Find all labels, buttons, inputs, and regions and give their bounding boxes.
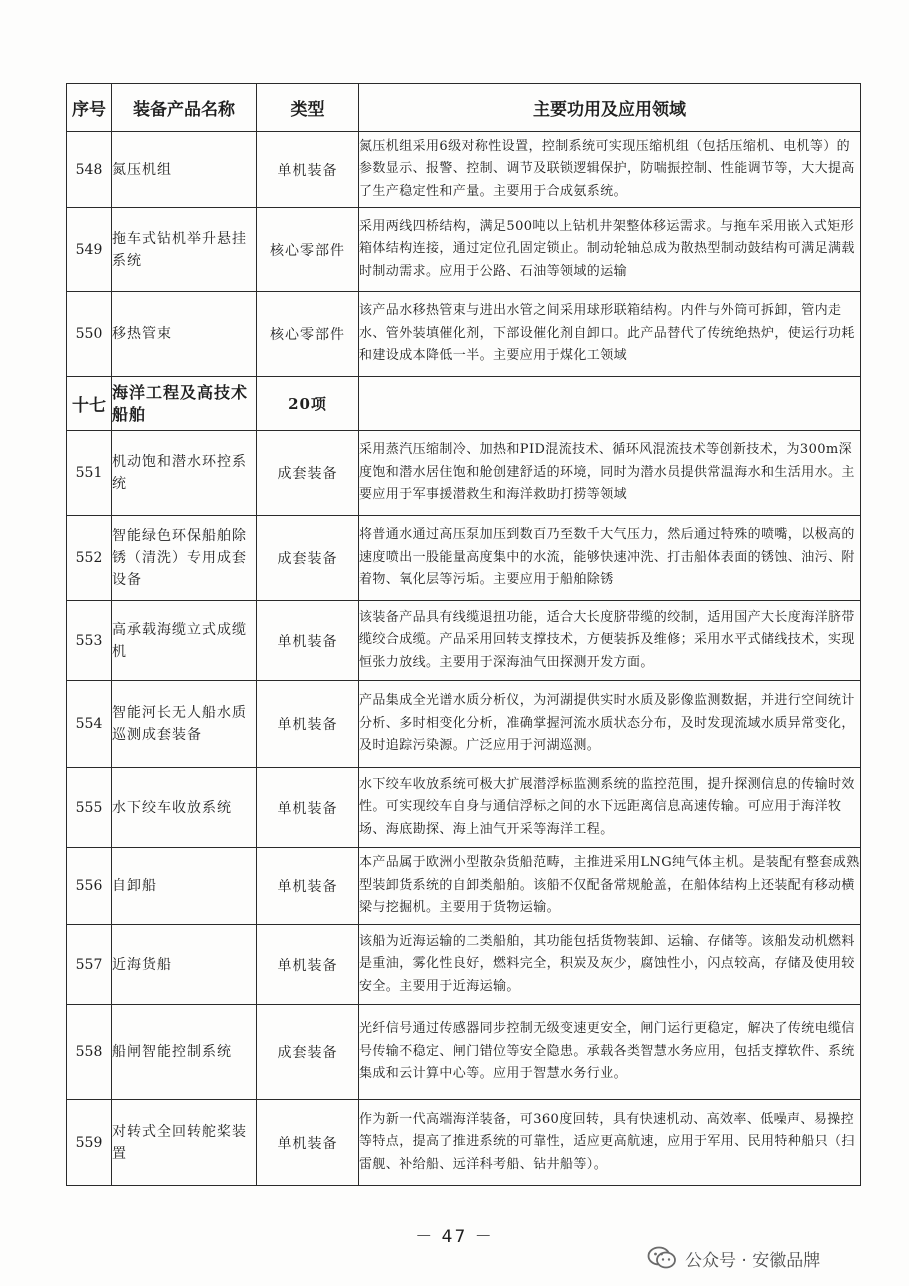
watermark-text: 公众号 · 安徽品牌 bbox=[685, 1250, 821, 1271]
row-desc: 光纤信号通过传感器同步控制无级变速更安全，闸门运行更稳定，解决了传统电缆信号传输不稳定、闸门错位等安全隐患。承载各类智慧水务应用，包括支撑软件、系统集成和云计算中心等。应用于智慧水务行业。 bbox=[359, 1005, 861, 1100]
row-name: 高承载海缆立式成缆机 bbox=[112, 601, 257, 681]
section-row bbox=[67, 377, 861, 431]
row-num: 551 bbox=[67, 431, 112, 516]
table-row bbox=[67, 925, 861, 1005]
row-name: 拖车式钻机举升悬挂系统 bbox=[112, 208, 257, 292]
section-count: 20项 bbox=[257, 377, 359, 431]
row-type: 成套装备 bbox=[257, 431, 359, 516]
row-type: 单机装备 bbox=[257, 925, 359, 1005]
equipment-catalog-table bbox=[66, 83, 861, 1186]
row-name: 近海货船 bbox=[112, 925, 257, 1005]
row-num: 555 bbox=[67, 768, 112, 848]
row-name: 智能绿色环保船舶除锈（清洗）专用成套设备 bbox=[112, 516, 257, 601]
row-desc: 水下绞车收放系统可极大扩展潜浮标监测系统的监控范围，提升探测信息的传输时效性。可实现绞车自身与通信浮标之间的水下远距离信息高速传输。可应用于海洋牧场、海底勘探、海上油气开采等海洋工程。 bbox=[359, 768, 861, 848]
page-number: － 47 － bbox=[415, 1227, 494, 1247]
row-num: 550 bbox=[67, 292, 112, 377]
wechat-official-account-icon bbox=[647, 1245, 677, 1271]
table-row bbox=[67, 1100, 861, 1186]
row-type: 单机装备 bbox=[257, 601, 359, 681]
table-header-row bbox=[67, 84, 861, 132]
section-name: 海洋工程及高技术船舶 bbox=[112, 377, 257, 431]
row-desc: 采用蒸汽压缩制冷、加热和PID混流技术、循环风混流技术等创新技术，为300m深度饱和潜水居住饱和舱创建舒适的环境，同时为潜水员提供常温海水和生活用水。主要应用于军事援潜救生和海洋救助打捞等领域 bbox=[359, 431, 861, 516]
row-type: 单机装备 bbox=[257, 768, 359, 848]
row-type: 单机装备 bbox=[257, 681, 359, 768]
table-row bbox=[67, 848, 861, 925]
row-num: 548 bbox=[67, 132, 112, 208]
row-name: 自卸船 bbox=[112, 848, 257, 925]
table-row bbox=[67, 516, 861, 601]
table-row bbox=[67, 768, 861, 848]
row-num: 558 bbox=[67, 1005, 112, 1100]
row-num: 559 bbox=[67, 1100, 112, 1186]
row-name: 水下绞车收放系统 bbox=[112, 768, 257, 848]
row-desc: 该产品水移热管束与进出水管之间采用球形联箱结构。内件与外筒可拆卸，管内走水、管外装填催化剂，下部设催化剂自卸口。此产品替代了传统绝热炉，使运行功耗和建设成本降低一半。主要应用于煤化工领域 bbox=[359, 292, 861, 377]
row-type: 成套装备 bbox=[257, 516, 359, 601]
table-row bbox=[67, 601, 861, 681]
row-name: 对转式全回转舵桨装置 bbox=[112, 1100, 257, 1186]
table-row bbox=[67, 292, 861, 377]
row-num: 553 bbox=[67, 601, 112, 681]
section-desc bbox=[359, 377, 861, 431]
row-name: 船闸智能控制系统 bbox=[112, 1005, 257, 1100]
row-desc: 产品集成全光谱水质分析仪，为河湖提供实时水质及影像监测数据，并进行空间统计分析、多时相变化分析，准确掌握河流水质状态分布，及时发现流域水质异常变化，及时追踪污染源。广泛应用于河湖巡测。 bbox=[359, 681, 861, 768]
row-type: 单机装备 bbox=[257, 132, 359, 208]
row-num: 556 bbox=[67, 848, 112, 925]
table-row bbox=[67, 132, 861, 208]
row-desc: 该装备产品具有线缆退扭功能，适合大长度脐带缆的绞制，适用国产大长度海洋脐带缆绞合成缆。产品采用回转支撑技术，方便装拆及维修；采用水平式储线技术，实现恒张力放线。主要用于深海油气田探测开发方面。 bbox=[359, 601, 861, 681]
row-type: 单机装备 bbox=[257, 1100, 359, 1186]
section-num: 十七 bbox=[67, 377, 112, 431]
row-type: 成套装备 bbox=[257, 1005, 359, 1100]
row-type: 核心零部件 bbox=[257, 208, 359, 292]
row-name: 移热管束 bbox=[112, 292, 257, 377]
row-name: 氮压机组 bbox=[112, 132, 257, 208]
header-num: 序号 bbox=[67, 84, 112, 132]
watermark bbox=[647, 1241, 820, 1275]
header-name: 装备产品名称 bbox=[112, 84, 257, 132]
row-desc: 氮压机组采用6级对称性设置，控制系统可实现压缩机组（包括压缩机、电机等）的参数显示、报警、控制、调节及联锁逻辑保护，防喘振控制、性能调节等，大大提高了生产稳定性和产量。主要用于合成氨系统。 bbox=[359, 132, 861, 208]
table-row bbox=[67, 1005, 861, 1100]
row-name: 智能河长无人船水质巡测成套装备 bbox=[112, 681, 257, 768]
row-num: 557 bbox=[67, 925, 112, 1005]
header-type: 类型 bbox=[257, 84, 359, 132]
header-desc: 主要功用及应用领域 bbox=[359, 84, 861, 132]
row-desc: 将普通水通过高压泵加压到数百乃至数千大气压力，然后通过特殊的喷嘴，以极高的速度喷出一股能量高度集中的水流，能够快速冲洗、打击船体表面的锈蚀、油污、附着物、氧化层等污垢。主要应用于船舶除锈 bbox=[359, 516, 861, 601]
row-desc: 作为新一代高端海洋装备，可360度回转，具有快速机动、高效率、低噪声、易操控等特点，提高了推进系统的可靠性，适应更高航速，应用于军用、民用特种船只（扫雷舰、补给船、远洋科考船、钻井船等）。 bbox=[359, 1100, 861, 1186]
row-desc: 该船为近海运输的二类船舶，其功能包括货物装卸、运输、存储等。该船发动机燃料是重油，雾化性良好，燃料完全，积炭及灰少，腐蚀性小，闪点较高，存储及使用较安全。主要用于近海运输。 bbox=[359, 925, 861, 1005]
table-row bbox=[67, 208, 861, 292]
row-num: 549 bbox=[67, 208, 112, 292]
row-desc: 采用两线四桥结构，满足500吨以上钻机井架整体移运需求。与拖车采用嵌入式矩形箱体结构连接，通过定位孔固定锁止。制动轮轴总成为散热型制动鼓结构可满足满载时制动需求。应用于公路、石油等领域的运输 bbox=[359, 208, 861, 292]
row-num: 552 bbox=[67, 516, 112, 601]
table-row bbox=[67, 681, 861, 768]
row-num: 554 bbox=[67, 681, 112, 768]
row-type: 核心零部件 bbox=[257, 292, 359, 377]
table-row bbox=[67, 431, 861, 516]
row-desc: 本产品属于欧洲小型散杂货船范畴，主推进采用LNG纯气体主机。是装配有整套成熟型装卸货系统的自卸类船舶。该船不仅配备常规舱盖，在船体结构上还装配有移动横梁与挖掘机。主要用于货物运输。 bbox=[359, 848, 861, 925]
row-name: 机动饱和潜水环控系统 bbox=[112, 431, 257, 516]
row-type: 单机装备 bbox=[257, 848, 359, 925]
